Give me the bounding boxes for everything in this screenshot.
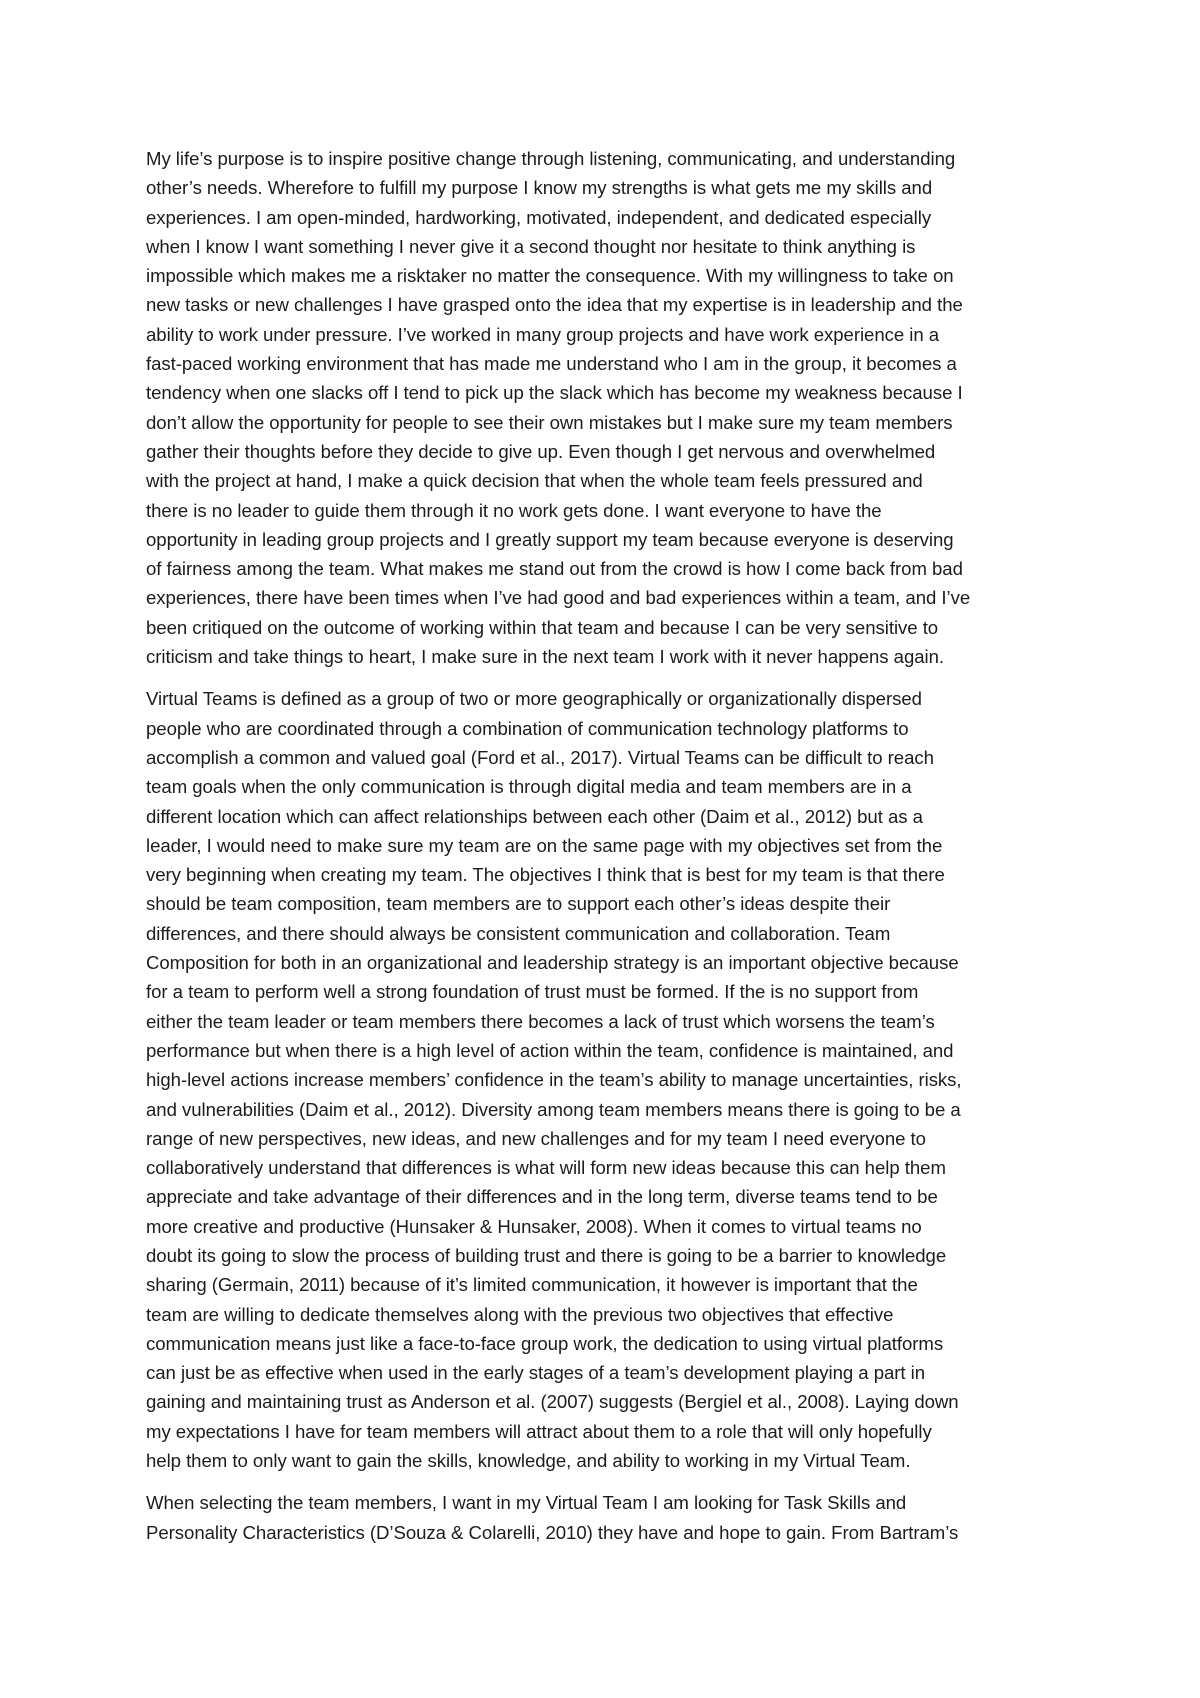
document-body bbox=[146, 144, 1066, 1560]
text-line: different location which can affect relationships between each other (Daim et al., 2012) but as a bbox=[146, 805, 923, 827]
text-line: of fairness among the team. What makes me stand out from the crowd is how I come back from bad bbox=[146, 558, 963, 580]
text-line: leader, I would need to make sure my team are on the same page with my objectives set from the bbox=[146, 834, 943, 856]
paragraph-3 bbox=[146, 1488, 1066, 1547]
text-line: don’t allow the opportunity for people to see their own mistakes but I make sure my team members bbox=[146, 411, 953, 433]
text-line: high-level actions increase members’ confidence in the team’s ability to manage uncertainties, risks, bbox=[146, 1069, 962, 1091]
text-line: for a team to perform well a strong foundation of trust must be formed. If the is no support from bbox=[146, 981, 919, 1003]
text-line: doubt its going to slow the process of building trust and there is going to be a barrier to knowledge bbox=[146, 1244, 947, 1266]
paragraph-1 bbox=[146, 144, 1066, 671]
text-line: communication means just like a face-to-face group work, the dedication to using virtual platforms bbox=[146, 1332, 944, 1354]
text-line: Virtual Teams is defined as a group of two or more geographically or organizationally dispersed bbox=[146, 688, 922, 710]
text-line: gaining and maintaining trust as Anderson et al. (2007) suggests (Bergiel et al., 2008). Laying down bbox=[146, 1391, 959, 1413]
text-line: other’s needs. Wherefore to fulfill my purpose I know my strengths is what gets me my skills and bbox=[146, 177, 933, 199]
text-line: criticism and take things to heart, I make sure in the next team I work with it never happens again. bbox=[146, 646, 945, 668]
text-line: appreciate and take advantage of their differences and in the long term, diverse teams tend to be bbox=[146, 1186, 938, 1208]
text-line: more creative and productive (Hunsaker & Hunsaker, 2008). When it comes to virtual teams no bbox=[146, 1215, 922, 1237]
text-line: experiences, there have been times when I’ve had good and bad experiences within a team, and I’ve bbox=[146, 587, 971, 609]
paragraph-2 bbox=[146, 684, 1066, 1475]
text-line: impossible which makes me a risktaker no matter the consequence. With my willingness to take on bbox=[146, 265, 954, 287]
text-line: collaboratively understand that differences is what will form new ideas because this can help them bbox=[146, 1157, 946, 1179]
text-line: should be team composition, team members are to support each other’s ideas despite their bbox=[146, 893, 891, 915]
text-line: and vulnerabilities (Daim et al., 2012). Diversity among team members means there is going to be a bbox=[146, 1098, 961, 1120]
text-line: ability to work under pressure. I’ve worked in many group projects and have work experience in a bbox=[146, 323, 940, 345]
text-line: my expectations I have for team members will attract about them to a role that will only hopefully bbox=[146, 1420, 932, 1442]
text-line: range of new perspectives, new ideas, and new challenges and for my team I need everyone to bbox=[146, 1127, 926, 1149]
text-line: Personality Characteristics (D’Souza & Colarelli, 2010) they have and hope to gain. From Bartram’s bbox=[146, 1521, 959, 1543]
text-line: either the team leader or team members there becomes a lack of trust which worsens the team’s bbox=[146, 1010, 935, 1032]
text-line: accomplish a common and valued goal (Ford et al., 2017). Virtual Teams can be difficult to reach bbox=[146, 746, 934, 768]
text-line: When selecting the team members, I want in my Virtual Team I am looking for Task Skills and bbox=[146, 1492, 907, 1514]
text-line: opportunity in leading group projects and I greatly support my team because everyone is deserving bbox=[146, 528, 954, 550]
text-line: tendency when one slacks off I tend to pick up the slack which has become my weakness because I bbox=[146, 382, 963, 404]
text-line: help them to only want to gain the skills, knowledge, and ability to working in my Virtual Team. bbox=[146, 1450, 911, 1472]
text-line: when I know I want something I never give it a second thought nor hesitate to think anything is bbox=[146, 235, 916, 257]
text-line: performance but when there is a high level of action within the team, confidence is maintained, and bbox=[146, 1039, 954, 1061]
text-line: new tasks or new challenges I have grasped onto the idea that my expertise is in leadership and the bbox=[146, 294, 963, 316]
text-line: people who are coordinated through a combination of communication technology platforms to bbox=[146, 717, 909, 739]
text-line: team are willing to dedicate themselves along with the previous two objectives that effective bbox=[146, 1303, 894, 1325]
text-line: fast-paced working environment that has made me understand who I am in the group, it becomes a bbox=[146, 353, 957, 375]
text-line: team goals when the only communication is through digital media and team members are in a bbox=[146, 776, 912, 798]
text-line: very beginning when creating my team. The objectives I think that is best for my team is that there bbox=[146, 864, 945, 886]
text-line: My life’s purpose is to inspire positive change through listening, communicating, and understanding bbox=[146, 148, 956, 169]
text-line: there is no leader to guide them through it no work gets done. I want everyone to have the bbox=[146, 499, 882, 521]
text-line: gather their thoughts before they decide to give up. Even though I get nervous and overwhelmed bbox=[146, 440, 936, 462]
text-line: differences, and there should always be consistent communication and collaboration. Team bbox=[146, 922, 891, 944]
text-line: Composition for both in an organizational and leadership strategy is an important objective because bbox=[146, 952, 959, 974]
text-line: been critiqued on the outcome of working within that team and because I can be very sensitive to bbox=[146, 616, 939, 638]
text-line: experiences. I am open-minded, hardworking, motivated, independent, and dedicated especially bbox=[146, 206, 932, 228]
text-line: can just be as effective when used in the early stages of a team’s development playing a part in bbox=[146, 1362, 926, 1384]
text-line: sharing (Germain, 2011) because of it’s limited communication, it however is important that the bbox=[146, 1274, 918, 1296]
text-line: with the project at hand, I make a quick decision that when the whole team feels pressured and bbox=[146, 470, 923, 492]
